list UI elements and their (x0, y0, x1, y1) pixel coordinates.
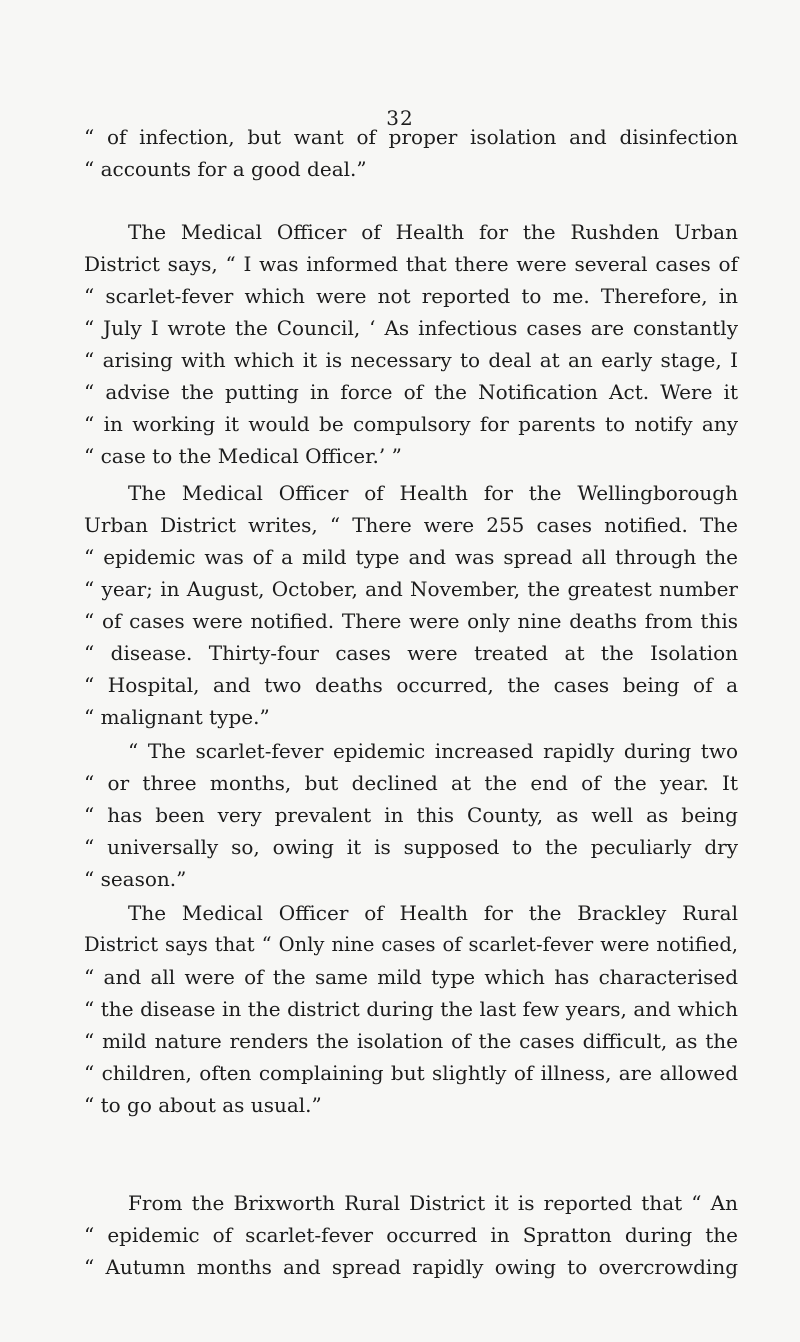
text-line: “ The scarlet-fever epidemic increased rapidly during two (128, 739, 738, 763)
text-line: “ epidemic of scarlet-fever occurred in Spratton during the (84, 1223, 738, 1247)
text-line: “ July I wrote the Council, ‘ As infectious cases are constantly (84, 316, 738, 340)
text-line: “ children, often complaining but slightly of illness, are allowed (84, 1061, 738, 1085)
text-line: “ Hospital, and two deaths occurred, the cases being of a (84, 673, 738, 697)
text-line: “ mild nature renders the isolation of the cases difficult, as the (84, 1029, 738, 1053)
paragraph-brixworth (84, 1187, 738, 1283)
text-line: “ year; in August, October, and November, the greatest number (84, 577, 738, 601)
paragraph-epidemic-quote (84, 735, 738, 895)
text-line: The Medical Officer of Health for the Wellingborough (128, 481, 738, 505)
text-line: “ of infection, but want of proper isolation and disinfection (84, 125, 738, 149)
text-line: From the Brixworth Rural District it is reported that “ An (128, 1191, 738, 1215)
text-line: “ to go about as usual.” (84, 1093, 322, 1117)
paragraph-continuation (84, 121, 738, 185)
text-line: “ malignant type.” (84, 705, 270, 729)
paragraph-brackley (84, 897, 738, 1121)
text-line: Urban District writes, “ There were 255 cases notified. The (84, 513, 738, 537)
text-line: “ the disease in the district during the last few years, and which (84, 997, 738, 1021)
text-line: “ in working it would be compulsory for parents to notify any (84, 412, 738, 436)
text-line: “ season.” (84, 867, 187, 891)
text-line: “ accounts for a good deal.” (84, 157, 367, 181)
paragraph-wellingborough (84, 477, 738, 733)
page-number: 32 (386, 106, 414, 130)
text-line: “ Autumn months and spread rapidly owing to overcrowding (84, 1255, 738, 1279)
text-line: “ or three months, but declined at the end of the year. It (84, 771, 738, 795)
text-line: District says, “ I was informed that there were several cases of (84, 252, 738, 276)
text-line: The Medical Officer of Health for the Rushden Urban (128, 220, 738, 244)
text-line: “ arising with which it is necessary to deal at an early stage, I (84, 348, 738, 372)
text-line: “ of cases were notified. There were only nine deaths from this (84, 609, 738, 633)
text-line: “ case to the Medical Officer.’ ” (84, 444, 402, 468)
text-line: “ universally so, owing it is supposed to the peculiarly dry (84, 835, 738, 859)
text-line: “ epidemic was of a mild type and was spread all through the (84, 545, 738, 569)
text-line: “ and all were of the same mild type which has characterised (84, 965, 738, 989)
text-line: “ advise the putting in force of the Notification Act. Were it (84, 380, 738, 404)
text-line: “ scarlet-fever which were not reported to me. Therefore, in (84, 284, 738, 308)
text-line: “ has been very prevalent in this County, as well as being (84, 803, 738, 827)
paragraph-rushden (84, 216, 738, 472)
text-line: The Medical Officer of Health for the Brackley Rural (128, 901, 738, 925)
text-line: District says that “ Only nine cases of scarlet-fever were notified, (84, 933, 738, 956)
text-line: “ disease. Thirty-four cases were treated at the Isolation (84, 641, 738, 665)
